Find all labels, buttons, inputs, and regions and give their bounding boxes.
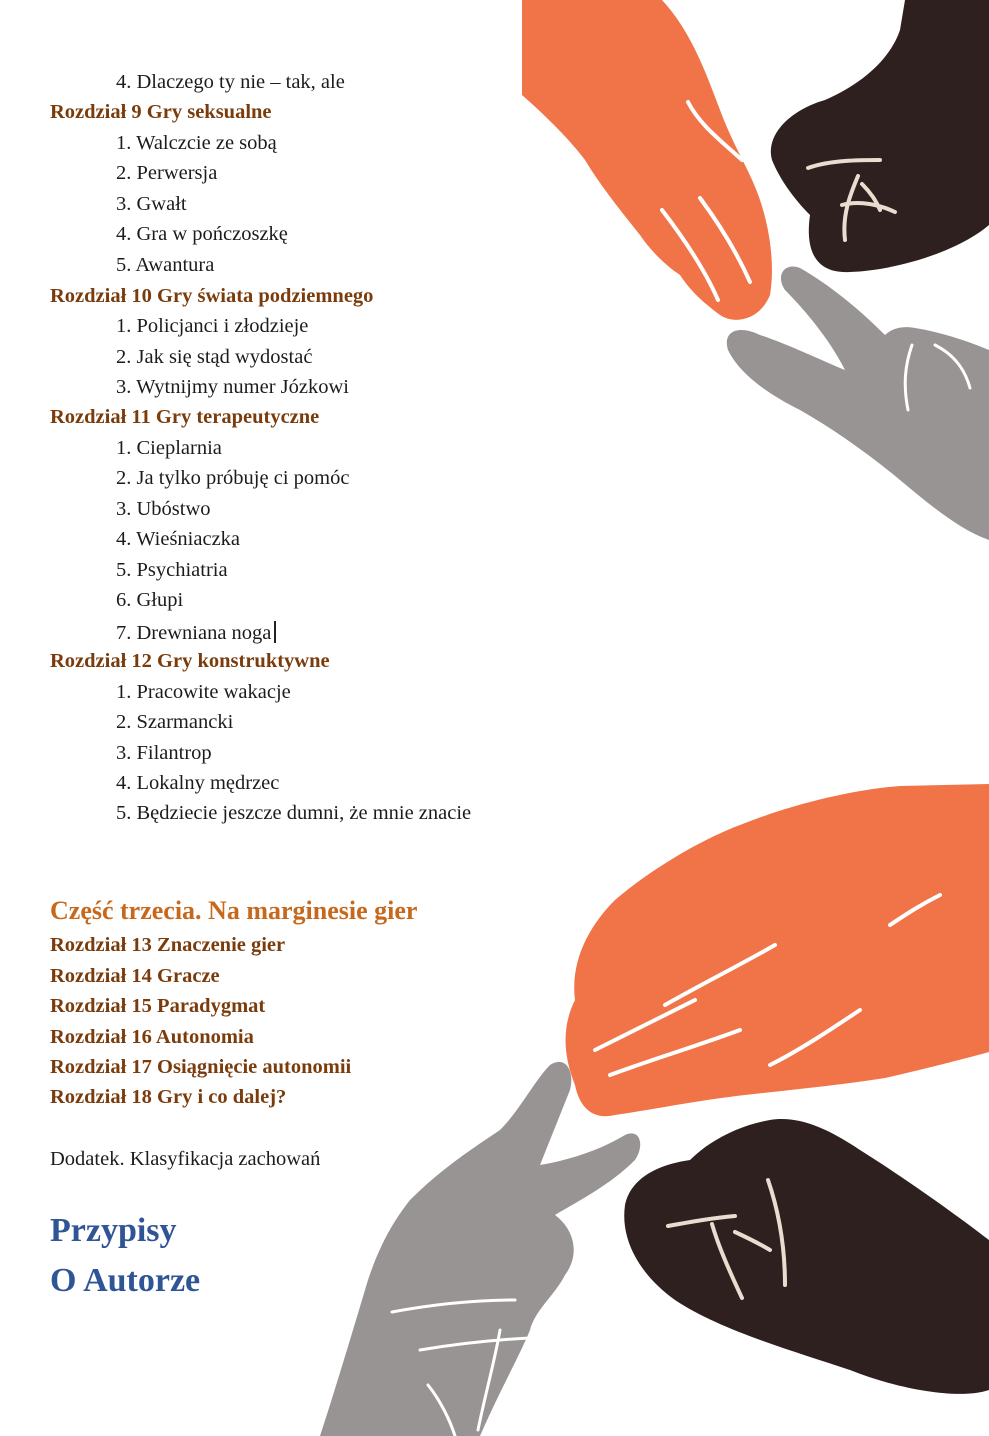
toc-item: 4. Gra w pończoszkę	[116, 223, 288, 245]
chapter-heading: Rozdział 16 Autonomia	[50, 1026, 254, 1048]
about-author-heading: O Autorze	[50, 1262, 201, 1299]
toc-item-with-cursor[interactable]	[116, 621, 276, 644]
chapter-heading: Rozdział 11 Gry terapeutyczne	[50, 406, 320, 428]
toc-item: 3. Ubóstwo	[116, 498, 211, 520]
toc-item: 1. Policjanci i złodzieje	[116, 315, 309, 337]
chapter-heading: Rozdział 15 Paradygmat	[50, 995, 266, 1017]
toc-item: 4. Wieśniaczka	[116, 528, 241, 550]
footnotes-heading: Przypisy	[50, 1212, 177, 1249]
chapter-heading: Rozdział 9 Gry seksualne	[50, 101, 272, 123]
toc-item: 5. Awantura	[116, 254, 215, 276]
toc-item: 1. Cieplarnia	[116, 437, 222, 459]
toc-item: 3. Filantrop	[116, 742, 212, 764]
toc-item: 5. Będziecie jeszcze dumni, że mnie znacie	[116, 802, 472, 824]
toc-item-text[interactable]: 7. Drewniana noga	[116, 622, 272, 644]
toc-item: 2. Szarmancki	[116, 711, 234, 733]
chapter-heading: Rozdział 17 Osiągnięcie autonomii	[50, 1056, 352, 1078]
toc-item: 4. Lokalny mędrzec	[116, 772, 280, 794]
chapter-heading: Rozdział 14 Gracze	[50, 965, 220, 987]
chapter-heading: Rozdział 18 Gry i co dalej?	[50, 1086, 287, 1108]
toc-item: 2. Ja tylko próbuję ci pomóc	[116, 467, 350, 489]
toc-item: 4. Dlaczego ty nie – tak, ale	[116, 71, 345, 93]
toc-item: 3. Wytnijmy numer Józkowi	[116, 376, 349, 398]
toc-item: 3. Gwałt	[116, 193, 187, 215]
toc-item: 1. Pracowite wakacje	[116, 681, 291, 703]
toc-item: 2. Jak się stąd wydostać	[116, 346, 313, 368]
chapter-heading: Rozdział 10 Gry świata podziemnego	[50, 285, 374, 307]
appendix-entry: Dodatek. Klasyfikacja zachowań	[50, 1148, 321, 1170]
chapter-heading: Rozdział 12 Gry konstruktywne	[50, 650, 330, 672]
toc-item: 6. Głupi	[116, 589, 184, 611]
toc-item: 5. Psychiatria	[116, 559, 228, 581]
toc-item: 1. Walczcie ze sobą	[116, 132, 277, 154]
part-heading: Część trzecia. Na marginesie gier	[50, 896, 418, 925]
toc-item: 2. Perwersja	[116, 162, 218, 184]
text-cursor	[274, 621, 276, 643]
chapter-heading: Rozdział 13 Znaczenie gier	[50, 934, 286, 956]
